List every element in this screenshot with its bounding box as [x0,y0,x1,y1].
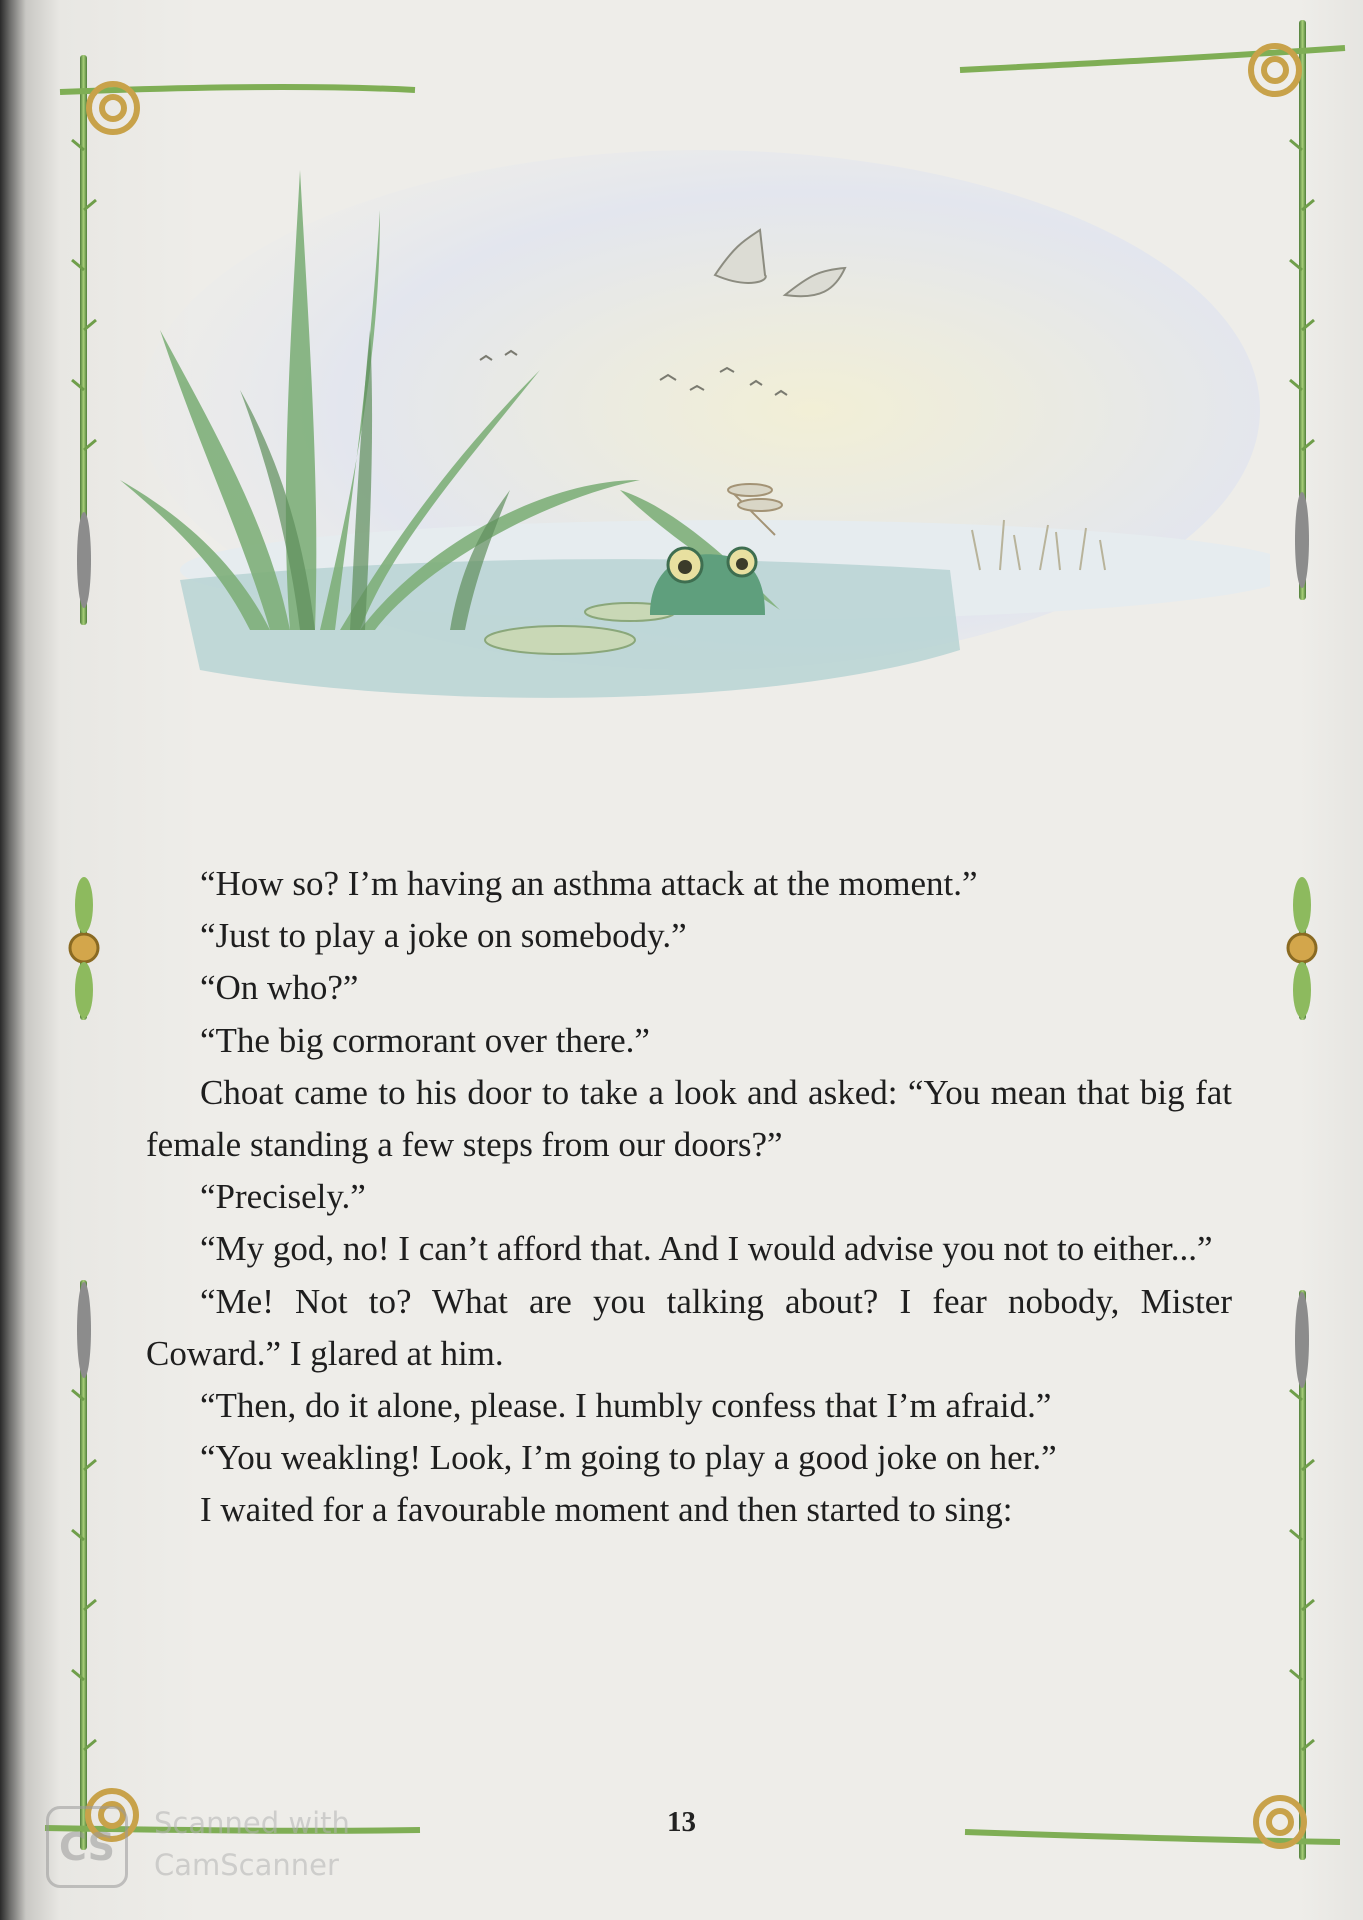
paragraph: “Just to play a joke on somebody.” [200,916,687,956]
pond-frog-illustration [120,150,1270,750]
paragraph: “Then, do it alone, please. I humbly confess that I’m afraid.” [200,1386,1052,1426]
paragraph: “On who?” [200,968,359,1008]
camscanner-logo-icon: CS [46,1806,128,1888]
paragraph: “My god, no! I can’t afford that. And I would advise you not to either...” [200,1229,1213,1269]
paragraph: “How so? I’m having an asthma attack at the moment.” [200,864,978,903]
paragraph: “The big cormorant over there.” [200,1020,650,1060]
paragraph: Choat came to his door to take a look and asked: “You mean that big fat female standing a few steps from our doors?” [146,1072,1232,1165]
paragraph: “Me! Not to? What are you talking about? I fear nobody, Mister Coward.” I glared at him. [146,1281,1232,1373]
paragraph: “You weakling! Look, I’m going to play a good joke on her.” [200,1438,1057,1478]
scanner-watermark [46,1800,426,1890]
paragraph: I waited for a favourable moment and then started to sing: [200,1490,1013,1530]
paragraph: “Precisely.” [200,1177,366,1217]
watermark-line-2: CamScanner [154,1848,339,1882]
page-number: 13 [667,1806,696,1838]
story-text [146,858,1232,1537]
watermark-line-1: Scanned with [154,1806,350,1840]
